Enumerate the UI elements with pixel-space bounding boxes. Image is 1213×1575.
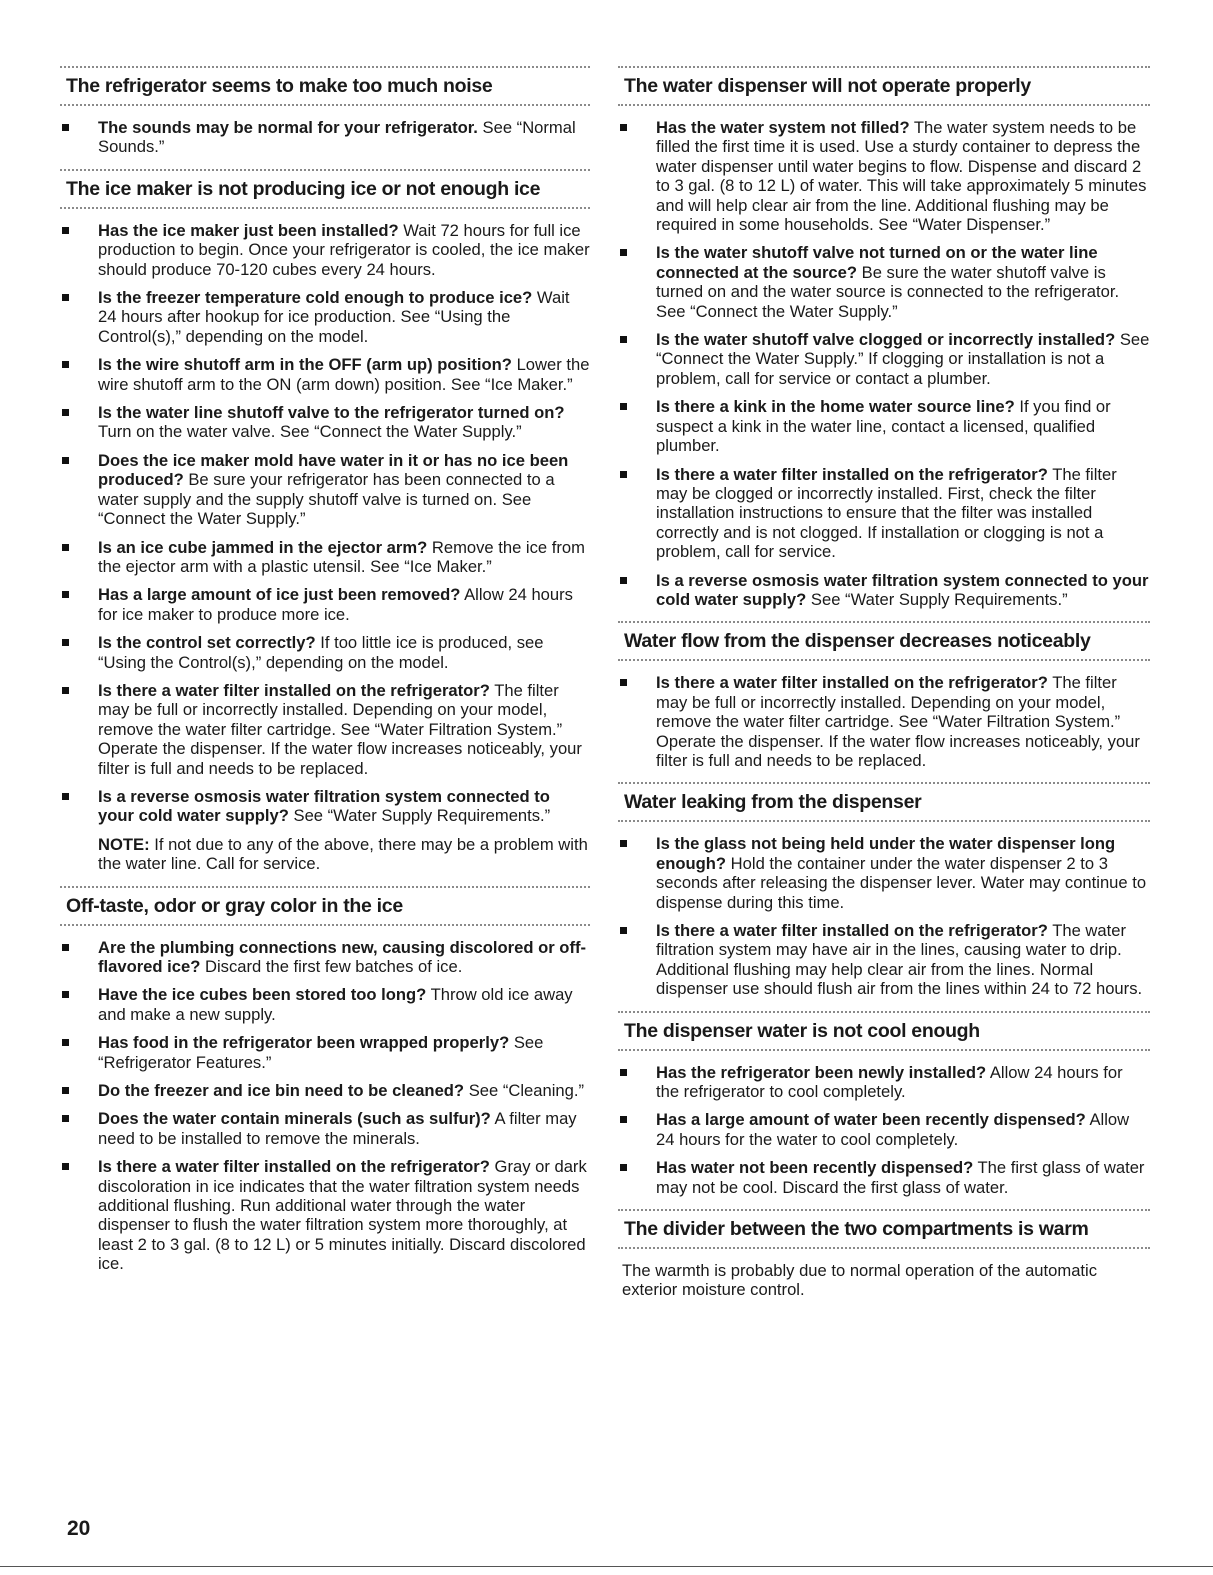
square-bullet-icon xyxy=(62,639,69,646)
question-text: Is the water shutoff valve clogged or incorrectly installed? xyxy=(656,330,1116,350)
troubleshooting-list xyxy=(618,673,1150,770)
list-item xyxy=(60,585,590,624)
section-heading: Off-taste, odor or gray color in the ice xyxy=(66,894,403,917)
list-item xyxy=(618,921,1150,999)
answer-text: If too little ice is produced, see “Using the Control(s),” depending on the model. xyxy=(98,633,544,672)
question-text: Has water not been recently dispensed? xyxy=(656,1158,974,1178)
square-bullet-icon xyxy=(620,403,627,410)
square-bullet-icon xyxy=(620,124,627,131)
square-bullet-icon xyxy=(620,249,627,256)
section-not-cool xyxy=(618,1011,1150,1197)
question-text: Has the water system not filled? xyxy=(656,118,910,137)
section-heading: Water leaking from the dispenser xyxy=(624,791,922,814)
answer-text: If you find or suspect a kink in the water line, contact a licensed, qualified plumber. xyxy=(656,397,1111,456)
question-text: Has the refrigerator been newly installed? xyxy=(656,1062,987,1082)
square-bullet-icon xyxy=(62,294,69,301)
answer-text: The water filtration system may have air in the lines, causing water to drip. Additional flushing may help clear air from the lines. Normal dispenser use should flush air from the lines within 24 to 72 hours. xyxy=(656,921,1143,999)
question-text: Is there a water filter installed on the refrigerator? xyxy=(656,464,1048,484)
answer-text: See “Cleaning.” xyxy=(468,1081,585,1101)
answer-text: Lower the wire shutoff arm to the ON (arm down) position. See “Ice Maker.” xyxy=(98,355,590,394)
troubleshooting-list xyxy=(60,118,590,157)
question-text: Is a reverse osmosis water filtration system connected to your cold water supply? xyxy=(656,570,1149,609)
question-text: Is the water line shutoff valve to the refrigerator turned on? xyxy=(98,403,565,423)
list-item xyxy=(618,243,1150,321)
list-item xyxy=(618,834,1150,912)
answer-text: See “Water Supply Requirements.” xyxy=(810,589,1068,609)
answer-text: See “Connect the Water Supply.” If clogging or installation is not a problem, call for service or contact a plumber. xyxy=(656,330,1150,388)
square-bullet-icon xyxy=(620,471,627,478)
answer-text: See “Normal Sounds.” xyxy=(98,118,576,157)
troubleshooting-list xyxy=(618,1063,1150,1197)
answer-text: Allow 24 hours for the water to cool completely. xyxy=(656,1110,1130,1149)
square-bullet-icon xyxy=(620,577,627,584)
question-text: Has a large amount of water been recently dispensed? xyxy=(656,1110,1086,1130)
list-item xyxy=(60,1109,590,1148)
answer-text: Wait 72 hours for full ice production to begin. Once your refrigerator is cooled, the ice maker should produce 70-120 cubes every 24 hours. xyxy=(98,220,590,279)
note-text: If not due to any of the above, there may be a problem with the water line. Call for service. xyxy=(98,834,588,874)
list-item xyxy=(618,1063,1150,1102)
note-paragraph xyxy=(60,835,590,874)
list-item xyxy=(60,451,590,529)
question-text: Are the plumbing connections new, causing discolored or off-flavored ice? xyxy=(98,937,587,976)
list-item xyxy=(618,1110,1150,1149)
question-text: Is the control set correctly? xyxy=(98,633,316,653)
square-bullet-icon xyxy=(62,793,69,800)
section-heading-wrap xyxy=(618,782,1150,822)
question-text: Is a reverse osmosis water filtration system connected to your cold water supply? xyxy=(98,786,550,826)
section-heading: The divider between the two compartments is warm xyxy=(624,1218,1089,1241)
answer-text: Allow 24 hours for the refrigerator to cool completely. xyxy=(656,1062,1123,1102)
square-bullet-icon xyxy=(62,1039,69,1046)
body-paragraph: The warmth is probably due to normal operation of the automatic exterior moisture control. xyxy=(622,1261,1098,1300)
square-bullet-icon xyxy=(620,1069,627,1076)
list-item xyxy=(60,355,590,394)
list-item xyxy=(60,221,590,279)
answer-text: Turn on the water valve. See “Connect the Water Supply.” xyxy=(98,422,522,442)
list-item xyxy=(60,681,590,778)
square-bullet-icon xyxy=(620,1116,627,1123)
section-heading-wrap xyxy=(618,1209,1150,1249)
troubleshooting-list xyxy=(618,118,1150,609)
section-ice-maker xyxy=(60,169,590,874)
question-text: Is an ice cube jammed in the ejector arm? xyxy=(98,537,428,557)
answer-text: The filter may be full or incorrectly installed. Depending on your model, remove the water filter cartridge. See “Water Filtration System.” Operate the dispenser. If the water flow increases noticeably, your filter is full and needs to be replaced. xyxy=(98,680,582,778)
question-text: Does the water contain minerals (such as sulfur)? xyxy=(98,1109,491,1129)
left-column xyxy=(60,66,590,1286)
section-heading: The water dispenser will not operate properly xyxy=(624,75,1031,97)
section-off-taste xyxy=(60,886,590,1274)
answer-text: Be sure your refrigerator has been connected to a water supply and the supply shutoff valve is turned on. See “Connect the Water Supply.” xyxy=(98,470,555,529)
square-bullet-icon xyxy=(620,927,627,934)
square-bullet-icon xyxy=(62,1087,69,1094)
question-text: Do the freezer and ice bin need to be cleaned? xyxy=(98,1081,465,1101)
square-bullet-icon xyxy=(62,944,69,951)
answer-text: Hold the container under the water dispenser 2 to 3 seconds after releasing the dispenser lever. Water may continue to dispense during this time. xyxy=(656,853,1147,912)
troubleshooting-list xyxy=(60,938,590,1274)
answer-text: See “Water Supply Requirements.” xyxy=(293,806,551,826)
square-bullet-icon xyxy=(62,991,69,998)
answer-text: A filter may need to be installed to remove the minerals. xyxy=(98,1109,577,1148)
list-item xyxy=(618,465,1150,562)
square-bullet-icon xyxy=(62,687,69,694)
right-column xyxy=(618,66,1150,1312)
note-label: NOTE: xyxy=(98,834,150,854)
square-bullet-icon xyxy=(62,544,69,551)
answer-text: Allow 24 hours for ice maker to produce more ice. xyxy=(98,585,573,624)
section-heading-wrap xyxy=(618,1011,1150,1051)
question-text: Has food in the refrigerator been wrapped properly? xyxy=(98,1033,510,1053)
answer-text: Wait 24 hours after hookup for ice production. See “Using the Control(s),” depending on the model. xyxy=(98,288,570,346)
section-heading-wrap xyxy=(618,621,1150,661)
square-bullet-icon xyxy=(62,591,69,598)
answer-text: Discard the first few batches of ice. xyxy=(205,957,463,976)
question-text: Is there a water filter installed on the refrigerator? xyxy=(98,1157,490,1177)
square-bullet-icon xyxy=(620,336,627,343)
answer-text: Throw old ice away and make a new supply. xyxy=(98,985,573,1024)
list-item xyxy=(618,673,1150,770)
section-dispenser-not-operating xyxy=(618,66,1150,609)
list-item xyxy=(60,403,590,442)
list-item xyxy=(60,938,590,977)
square-bullet-icon xyxy=(62,409,69,416)
list-item xyxy=(60,288,590,346)
square-bullet-icon xyxy=(62,361,69,368)
square-bullet-icon xyxy=(620,840,627,847)
answer-text: The filter may be full or incorrectly installed. Depending on your model, remove the water filter cartridge. See “Water Filtration System.” Operate the dispenser. If the water flow increases noticeably, your filter is full and needs to be replaced. xyxy=(656,673,1140,770)
section-heading-wrap xyxy=(60,66,590,106)
section-heading-wrap xyxy=(618,66,1150,106)
question-text: Is there a water filter installed on the refrigerator? xyxy=(656,673,1048,693)
footer-rule xyxy=(0,1566,1213,1567)
answer-text: The first glass of water may not be cool. Discard the first glass of water. xyxy=(656,1158,1145,1197)
section-heading: The ice maker is not producing ice or not enough ice xyxy=(66,177,541,200)
square-bullet-icon xyxy=(620,679,627,686)
section-noise xyxy=(60,66,590,157)
square-bullet-icon xyxy=(62,1115,69,1122)
question-text: Has a large amount of ice just been removed? xyxy=(98,585,461,605)
section-flow-decreases xyxy=(618,621,1150,770)
list-item xyxy=(618,571,1150,610)
section-heading: The refrigerator seems to make too much noise xyxy=(66,75,493,97)
question-text: Is the glass not being held under the water dispenser long enough? xyxy=(656,834,1116,873)
list-item xyxy=(60,633,590,672)
question-text: Is there a water filter installed on the refrigerator? xyxy=(656,921,1048,940)
list-item xyxy=(618,330,1150,388)
answer-text: Gray or dark discoloration in ice indicates that the water filtration system needs additional flushing. Run additional water through the water dispenser to flush the water filtration system more thoroughly, at least 2 to 3 gal. (8 to 12 L) or 5 minutes initially. Discard discolored ice. xyxy=(98,1157,587,1274)
list-item xyxy=(60,1033,590,1072)
question-text: Has the ice maker just been installed? xyxy=(98,220,399,240)
question-text: Is the freezer temperature cold enough to produce ice? xyxy=(98,288,533,308)
question-text: Is there a kink in the home water source line? xyxy=(656,397,1015,417)
list-item xyxy=(618,1158,1150,1197)
square-bullet-icon xyxy=(62,1163,69,1170)
list-item xyxy=(618,397,1150,455)
square-bullet-icon xyxy=(62,227,69,234)
square-bullet-icon xyxy=(62,124,69,131)
question-text: The sounds may be normal for your refrigerator. xyxy=(98,118,478,137)
troubleshooting-list xyxy=(60,221,590,826)
section-leaking xyxy=(618,782,1150,998)
answer-text: Be sure the water shutoff valve is turned on and the water source is connected to the refrigerator. See “Connect the Water Supply.” xyxy=(656,262,1120,321)
section-heading-wrap xyxy=(60,886,590,926)
answer-text: See “Refrigerator Features.” xyxy=(98,1033,544,1072)
list-item xyxy=(60,1081,590,1100)
section-divider-warm xyxy=(618,1209,1150,1300)
section-heading: Water flow from the dispenser decreases noticeably xyxy=(624,630,1091,653)
list-item xyxy=(60,985,590,1024)
question-text: Have the ice cubes been stored too long? xyxy=(98,985,427,1005)
list-item xyxy=(618,118,1150,234)
question-text: Is the wire shutoff arm in the OFF (arm up) position? xyxy=(98,355,512,375)
list-item xyxy=(60,1157,590,1273)
list-item xyxy=(60,787,590,826)
list-item xyxy=(60,118,590,157)
square-bullet-icon xyxy=(62,457,69,464)
question-text: Is the water shutoff valve not turned on or the water line connected at the source? xyxy=(656,243,1098,282)
page-number: 20 xyxy=(67,1517,91,1540)
list-item xyxy=(60,538,590,577)
answer-text: Remove the ice from the ejector arm with a plastic utensil. See “Ice Maker.” xyxy=(98,537,585,576)
square-bullet-icon xyxy=(620,1164,627,1171)
answer-text: The filter may be clogged or incorrectly installed. First, check the filter installation instructions to ensure that the filter was installed correctly and is not clogged. If installation or clogging is not a problem, call for service. xyxy=(656,464,1117,562)
question-text: Does the ice maker mold have water in it or has no ice been produced? xyxy=(98,450,569,490)
answer-text: The water system needs to be filled the first time it is used. Use a sturdy container to depress the water dispenser until water begins to flow. Dispense and discard 2 to 3 gal. (8 to 12 L) of water. This will take approximately 5 minutes and will help clear air from the line. Additional flushing may be required in some households. See “Water Dispenser.” xyxy=(656,118,1147,235)
section-heading: The dispenser water is not cool enough xyxy=(624,1019,980,1042)
troubleshooting-list xyxy=(618,834,1150,998)
section-heading-wrap xyxy=(60,169,590,209)
question-text: Is there a water filter installed on the refrigerator? xyxy=(98,680,490,700)
